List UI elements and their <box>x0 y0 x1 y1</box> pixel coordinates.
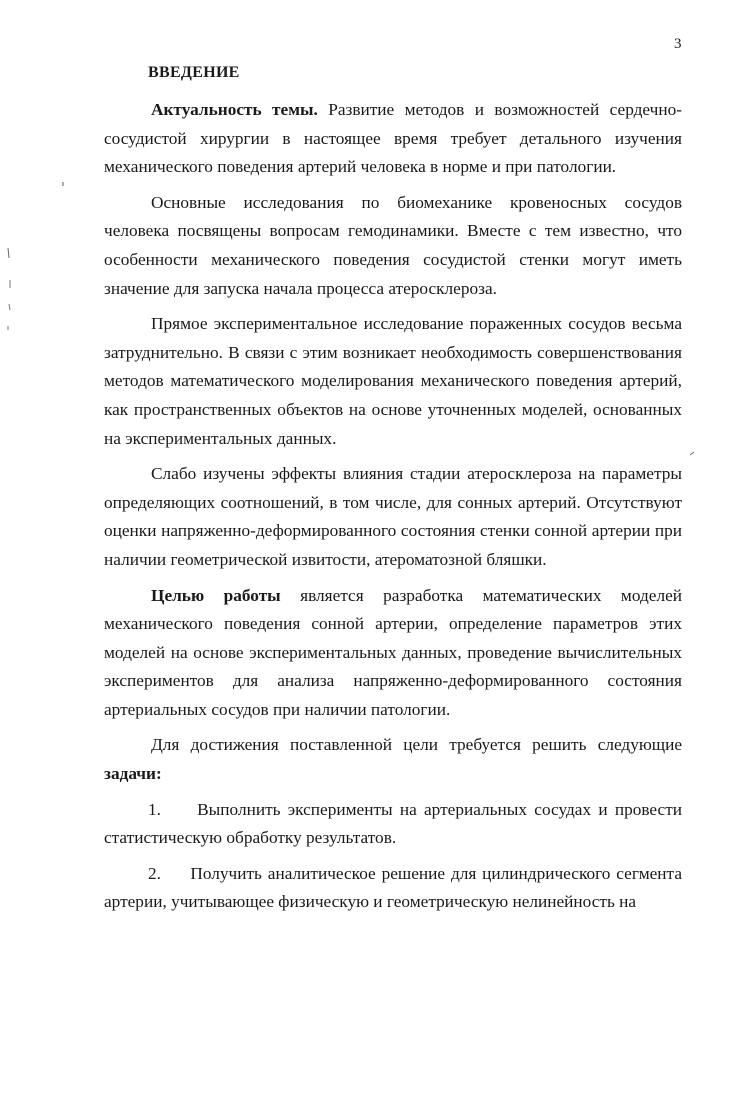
paragraph-modeling: Прямое экспериментальное исследование пораженных сосудов весьма затруднительно. В связи с этим возникает необходимость совершенствования методов математического моделирования механического поведения артерий, как пространственных объектов на основе уточненных моделей, основанных на экспериментальных данных. <box>104 314 682 448</box>
paragraph-goal <box>104 582 682 725</box>
scan-speck <box>9 304 10 310</box>
tasks-colon: : <box>155 764 162 784</box>
section-heading: ВВЕДЕНИЕ <box>148 64 240 81</box>
goal-text: является разработка математических моделей механического поведения сонной артерии, определение параметров этих моделей на основе экспериментальных данных, проведение вычислительных экспериментов для анализа напряженно-деформированного состояния артериальных сосудов при наличии патологии. <box>104 585 683 719</box>
task-1-text: Выполнить эксперименты на артериальных сосудах и провести статистическую обработку результатов. <box>104 799 682 848</box>
scan-speck <box>690 452 694 455</box>
paragraph-tasks-intro <box>104 731 682 788</box>
paragraph-relevance <box>104 96 682 182</box>
goal-lead: Целью работы <box>151 585 281 605</box>
task-1-number: 1. <box>148 799 161 819</box>
tasks-intro-text: Для достижения поставленной цели требуется решить следующие <box>151 735 682 755</box>
tasks-bold: задачи <box>104 764 156 784</box>
relevance-lead: Актуальность темы. <box>151 100 318 119</box>
task-2-number: 2. <box>148 863 161 883</box>
page-number: 3 <box>674 36 682 52</box>
relevance-text: Развитие методов и возможностей сердечно-сосудистой хирургии в настоящее время требует детального изучения механического поведения артерий человека в норме и при патологии. <box>104 100 682 177</box>
paragraph-biomechanics: Основные исследования по биомеханике кровеносных сосудов человека посвящены вопросам гемодинамики. Вместе с тем известно, что особенности механического поведения сосудистой стенки могут иметь значение для запуска начала процесса атеросклероза. <box>104 192 682 298</box>
task-item-2 <box>104 860 682 917</box>
body-text <box>104 96 682 917</box>
task-2-text: Получить аналитическое решение для цилиндрического сегмента артерии, учитывающее физическую и геометрическую нелинейность на <box>104 863 682 912</box>
scan-speck <box>8 248 9 258</box>
task-item-1 <box>104 796 682 853</box>
paragraph-atherosclerosis: Слабо изучены эффекты влияния стадии атеросклероза на параметры определяющих соотношений, в том числе, для сонных артерий. Отсутствуют оценки напряженно-деформированного состояния стенки сонной артерии при наличии геометрической извитости, атероматозной бляшки. <box>104 464 682 569</box>
